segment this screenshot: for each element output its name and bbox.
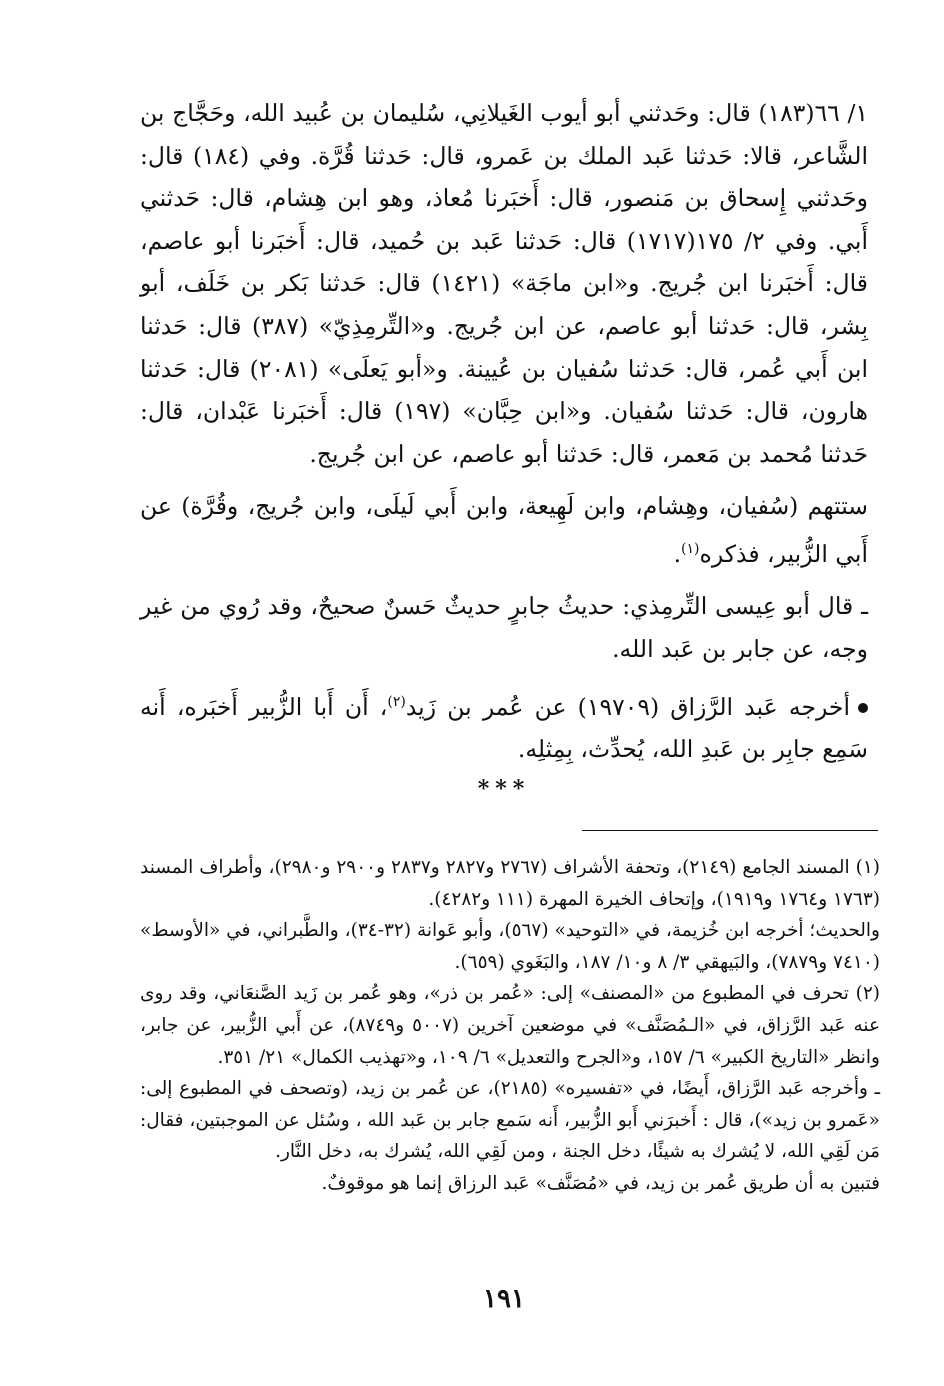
narrators-end: . [673, 539, 682, 568]
footnote-ref-1: (١) [681, 540, 700, 557]
footnote-1-continued: والحديث؛ أخرجه ابن خُزيمة، في «التوحيد» (٥٦٧)، وأبو عَوانة (٣٢-٣٤)، والطَّبراني، في «الأوسط» (٧٤١٠ و٧٨٧٩)، والبَيهقي ٣/ ٨ و١٠/ ١٨٧، والبَغَوي (٦٥٩). [140, 920, 880, 973]
footnote-1: (١) المسند الجامع (٢١٤٩)، وتحفة الأشراف (٢٧٦٧ و٢٨٢٧ و٢٨٣٧ و٢٩٠٠ و٢٩٨٠)، وأطراف المسند (١٧٦٣ و١٧٦٤ و١٩١٩)، وإتحاف الخيرة المهرة (١١١ و٤٢٨٢). [140, 857, 880, 910]
bullet-icon [858, 703, 868, 713]
footnote-2-continued: ـ وأخرجه عَبد الرَّزاق، أَيضًا، في «تفسيره» (٢١٨٥)، عن عُمر بن زيد، (وتصحف في المطبوع إلى: «عَمرو بن زيد»)، قال : أَخبرَني أَبو الزُّبير، أَنه سَمع جابر بن عَبد الله ، وسُئل عن الموجبتين، فقال: مَن لَقِي الله، لا يُشرك به شيئًا، دخل الجنة ، ومن لَقِي الله، يُشرك به، دخل النَّار. [140, 1078, 881, 1163]
footnotes [140, 852, 880, 1200]
footnote-ref-2: (٢) [387, 693, 406, 710]
hadith-paragraph-sources: ١/ ٦٦(١٨٣) قال: وحَدثني أبو أيوب الغَيلانِي، سُليمان بن عُبيد الله، وحَجَّاج بن الشَّاعر، قالا: حَدثنا عَبد الملك بن عَمرو، قال: حَدثنا قُرَّة. وفي (١٨٤) قال: وحَدثني إِسحاق بن مَنصور، قال: أَخبَرنا مُعاذ، وهو ابن هِشام، قال: حَدثني أَبي. وفي ٢/ ١٧٥(١٧١٧) قال: حَدثنا عَبد بن حُميد، قال: أَخبَرنا أبو عاصم، قال: أَخبَرنا ابن جُريج. و«ابن ماجَة» (١٤٢١) قال: حَدثنا بَكر بن خَلَف، أبو بِشر، قال: حَدثنا أبو عاصم، عن ابن جُريج. و«التِّرمِذِيّ» (٣٨٧) قال: حَدثنا ابن أَبي عُمر، قال: حَدثنا سُفيان بن عُيينة. و«أبو يَعلَى» (٢٠٨١) قال: حَدثنا هارون، قال: حَدثنا سُفيان. و«ابن حِبَّان» (١٩٧) قال: أَخبَرنا عَبْدان، قال: حَدثنا مُحمد بن مَعمر، قال: حَدثنا أبو عاصم، عن ابن جُريج. [140, 99, 869, 468]
hadith-paragraph-narrators [140, 485, 868, 575]
footnote-2: (٢) تحرف في المطبوع من «المصنف» إلى: «عُمر بن ذر»، وهو عُمر بن زَيد الصَّنعَاني، وقد روى عنه عَبد الرَّزاق، في «الـمُصَنَّف» في موضعين آخرين (٥٠٠٧ و٨٧٤٩)، عن أَبي الزُّبير، عن جابر، وانظر «التاريخ الكبير» ٦/ ١٥٧، و«الجرح والتعديل» ٦/ ١٠٩، و«تهذيب الكمال» ٢١/ ٣٥١. [140, 983, 880, 1068]
narrators-text: ستتهم (سُفيان، وهِشام، وابن لَهِيعة، وابن أَبي لَيلَى، وابن جُريج، وقُرَّة) عن أَبي الزُّبير، فذكره [140, 492, 868, 568]
section-separator: *** [477, 776, 531, 802]
hadith-paragraph-tirmidhi: ـ قال أبو عِيسى التِّرمِذي: حديثُ جابرٍ حديثٌ حَسنٌ صحيحٌ، وقد رُوي من غير وجه، عن جابر بن عَبد الله. [140, 592, 868, 663]
footnote-divider [582, 830, 878, 831]
hadith-paragraph-abdulrazzaq [140, 681, 868, 771]
footnote-2-conclusion: فتبين به أن طريق عُمر بن زيد، في «مُصَنَّف» عَبد الرزاق إنما هو موقوفٌ. [321, 1172, 880, 1194]
abdulrazzaq-text-a: أخرجه عَبد الرَّزاق (١٩٧٠٩) عن عُمر بن زَيد [405, 692, 850, 721]
main-text [140, 92, 868, 771]
page-number: ١٩١ [483, 1284, 525, 1314]
abdulrazzaq-text-b: ، أَن أَبا الزُّبير أَخبَره، أَنه سَمِع جابِر بن عَبدِ الله، يُحدِّث، بِمِثلِه. [140, 692, 868, 763]
